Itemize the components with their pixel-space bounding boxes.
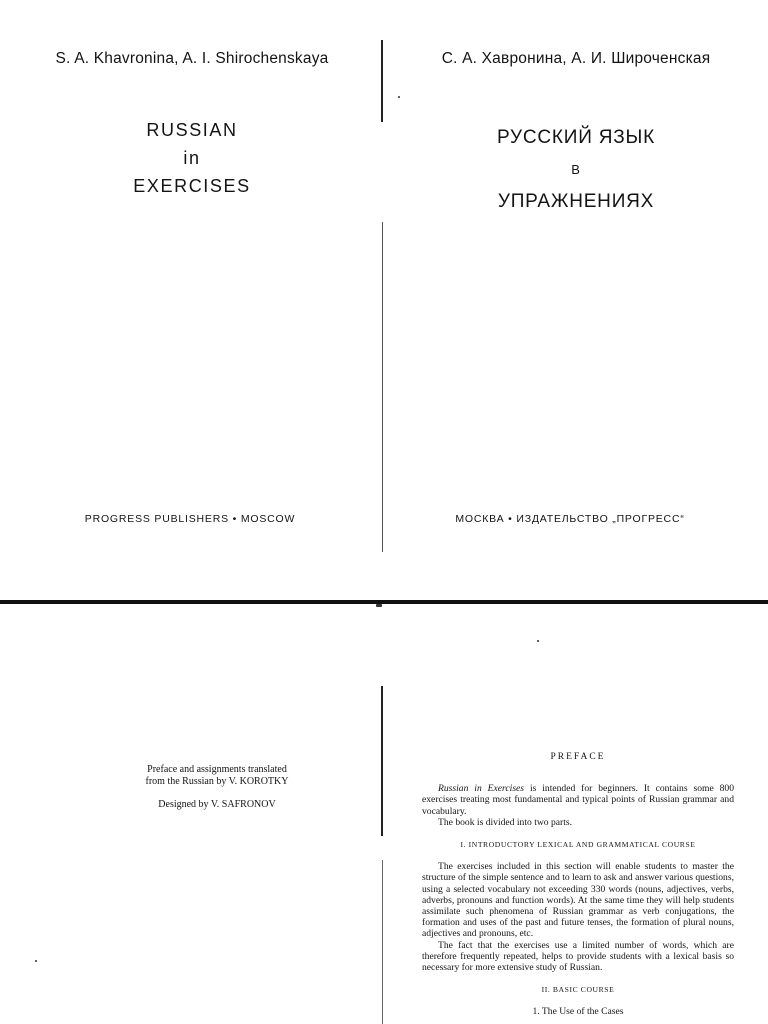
section-2-subheading: 1. The Use of the Cases	[532, 1006, 624, 1018]
scan-speck	[35, 960, 37, 962]
scan-speck	[398, 96, 400, 98]
english-publisher: PROGRESS PUBLISHERS • MOSCOW	[84, 513, 296, 525]
gutter-line	[382, 860, 383, 1024]
section-1-paragraph: The exercises included in this section will enable students to master the structure of the simple sentence and to learn to ask and answer various questions, using a selected vocabulary not exceeding 330 words (nouns, adjectives, verbs, adverbs, pronouns and function words). At the same time they will help students assimilate such phenomena of Russian grammar as verb conjugations, the formation and uses of the past and future tenses, the formation of plural nouns, adjectives and pronouns, etc.	[422, 861, 734, 940]
english-authors: S. A. Khavronina, A. I. Shirochenskaya	[55, 50, 329, 67]
preface-intro	[422, 783, 734, 817]
scan-speck	[376, 604, 382, 607]
gutter-line	[382, 222, 383, 552]
credits-block	[102, 764, 332, 822]
russian-title-page	[384, 0, 768, 602]
russian-title-line-1: РУССКИЙ ЯЗЫК	[496, 127, 656, 148]
russian-publisher: МОСКВА • ИЗДАТЕЛЬСТВО „ПРОГРЕСС“	[455, 513, 685, 525]
section-1-paragraph: The fact that the exercises use a limited number of words, which are therefore frequently repeated, helps to provide students with a lexical basis so necessary for more extensive study of Russian.	[422, 939, 734, 974]
book-title-italic: Russian in Exercises	[438, 783, 525, 795]
translation-credit-line-1: Preface and assignments translated	[147, 764, 287, 775]
design-credit: Designed by V. SAFRONOV	[158, 799, 276, 810]
russian-title-line-3: УПРАЖНЕНИЯХ	[497, 191, 655, 212]
section-2-heading: II. BASIC COURSE	[541, 985, 615, 995]
gutter-line	[381, 40, 383, 122]
translation-credit	[102, 764, 332, 788]
gutter-line	[381, 686, 383, 836]
english-title-page	[0, 0, 384, 602]
preface-intro-text: is intended for beginners. It contains some 800 exercises treating most fundamental and typical points of Russian grammar and vocabulary.	[422, 783, 734, 817]
english-title-line-2: in	[183, 148, 201, 168]
preface-heading: PREFACE	[550, 752, 606, 762]
russian-book-title	[384, 122, 768, 218]
english-title-line-3: EXERCISES	[133, 176, 251, 196]
sheet-edge-divider	[0, 600, 768, 604]
translation-credit-line-2: from the Russian by V. KOROTKY	[145, 776, 289, 787]
preface-section	[422, 752, 734, 1018]
section-1-heading: I. INTRODUCTORY LEXICAL AND GRAMMATICAL COURSE	[460, 840, 696, 850]
russian-title-line-2: В	[571, 162, 581, 177]
english-title-line-1: RUSSIAN	[146, 120, 238, 140]
scan-speck	[537, 640, 539, 642]
russian-authors: С. А. Хавронина, А. И. Широченская	[441, 50, 711, 67]
english-book-title	[0, 116, 384, 200]
preface-division: The book is divided into two parts.	[438, 816, 573, 828]
